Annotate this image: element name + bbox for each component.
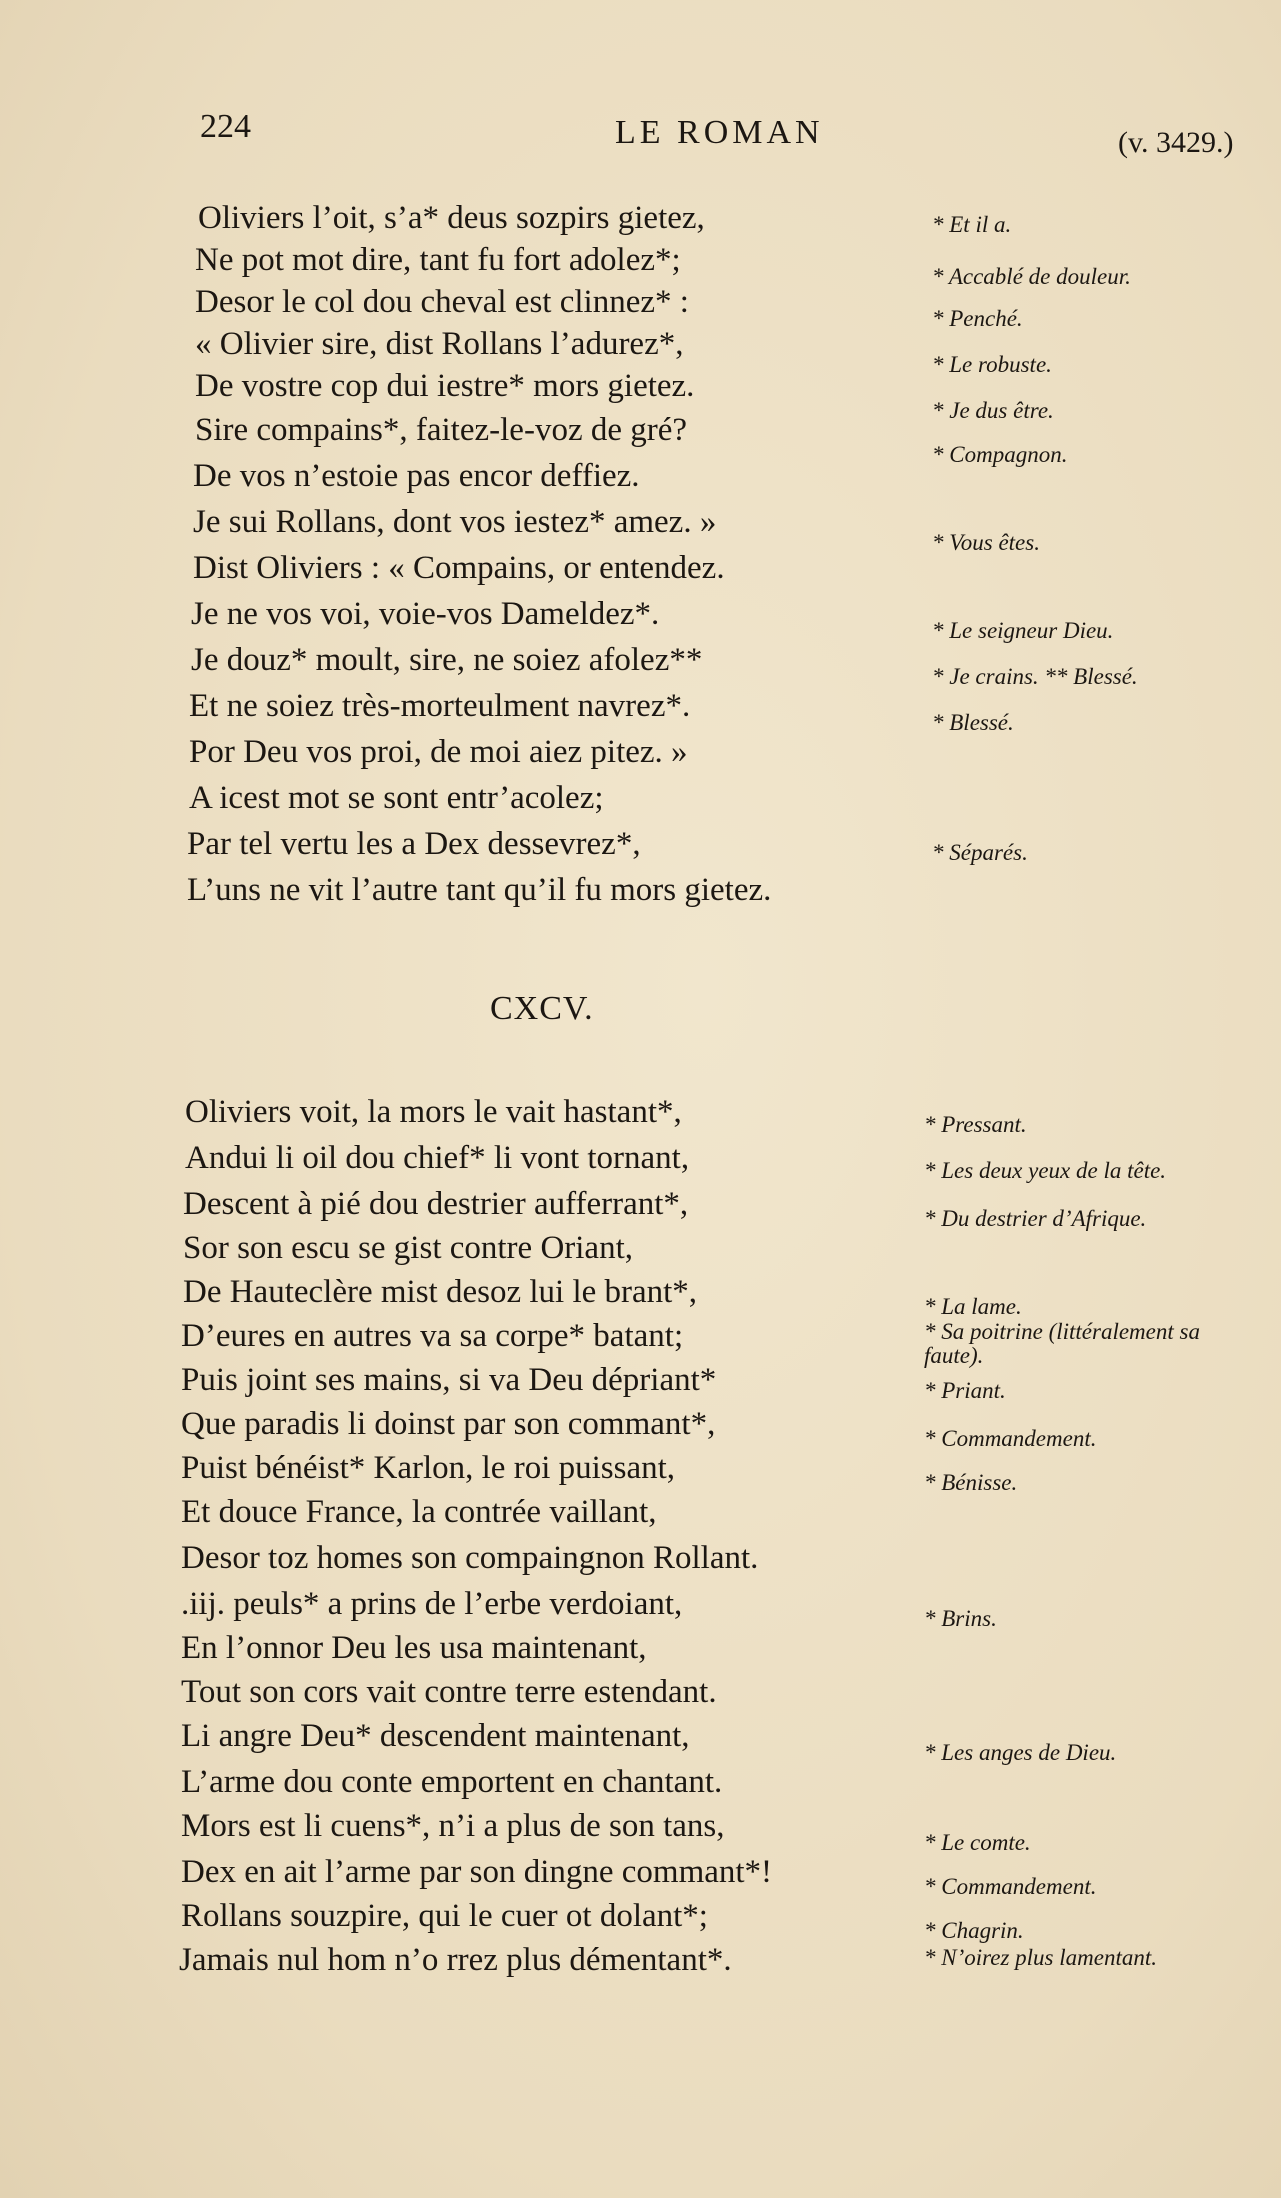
gloss-note: * Commandement. [924,1874,1097,1899]
verse-line: Dist Oliviers : « Compains, or entendez. [193,550,725,586]
gloss-note: * Et il a. [932,212,1012,237]
gloss-note: * N’oirez plus lamentant. [924,1945,1157,1970]
gloss-note: * Priant. [924,1378,1006,1403]
verse-line: De vostre cop dui iestre* mors gietez. [195,368,695,404]
page-number: 224 [200,108,251,145]
gloss-note: * Les anges de Dieu. [924,1740,1117,1765]
verse-line: De vos n’estoie pas encor deffiez. [193,458,640,494]
gloss-note: * Séparés. [932,840,1028,865]
verse-line: Por Deu vos proi, de moi aiez pitez. » [189,734,688,770]
verse-line: Puis joint ses mains, si va Deu dépriant* [181,1362,717,1398]
verse-line: Desor le col dou cheval est clinnez* : [195,284,689,320]
verse-line: A icest mot se sont entr’acolez; [189,780,604,816]
verse-line: En l’onnor Deu les usa maintenant, [181,1630,647,1666]
verse-line: Dex en ait l’arme par son dingne commant*! [181,1854,773,1890]
gloss-note: * Je crains. ** Blessé. [932,664,1138,689]
verse-line: .iij. peuls* a prins de l’erbe verdoiant, [181,1586,683,1622]
gloss-note: * Accablé de douleur. [932,264,1131,289]
verse-line: Par tel vertu les a Dex dessevrez*, [187,826,641,862]
page-header [0,108,1281,168]
verse-line: Oliviers l’oit, s’a* deus sozpirs gietez, [198,200,705,236]
gloss-note: * Les deux yeux de la tête. [924,1158,1167,1183]
gloss-note: * Le seigneur Dieu. [932,618,1114,643]
verse-line: Ne pot mot dire, tant fu fort adolez*; [195,242,681,278]
gloss-note: * Blessé. [932,710,1014,735]
verse-line: Et douce France, la contrée vaillant, [181,1494,657,1530]
verse-line: Oliviers voit, la mors le vait hastant*, [185,1094,682,1130]
verse-line: L’arme dou conte emportent en chantant. [181,1764,723,1800]
verse-line: Tout son cors vait contre terre estendant. [181,1674,717,1710]
verse-line: Jamais nul hom n’o rrez plus démentant*. [179,1942,732,1978]
verse-line: Je ne vos voi, voie-vos Dameldez*. [191,596,660,632]
verse-line: « Olivier sire, dist Rollans l’adurez*, [195,326,684,362]
gloss-note: * Pressant. [924,1112,1027,1137]
verse-line: Desor toz homes son compaingnon Rollant. [181,1540,759,1576]
verse-line: Je douz* moult, sire, ne soiez afolez** [191,642,703,678]
gloss-note: * Compagnon. [932,442,1068,467]
verse-line: Mors est li cuens*, n’i a plus de son tans, [181,1808,725,1844]
gloss-note: * Commandement. [924,1426,1097,1451]
gloss-note: * Sa poitrine (littéralement sa faute). [924,1319,1200,1368]
verse-line: Sire compains*, faitez-le-voz de gré? [195,412,688,448]
gloss-note: * Bénisse. [924,1470,1018,1495]
gloss-note: * Vous êtes. [932,530,1040,555]
verse-line: Puist bénéist* Karlon, le roi puissant, [181,1450,676,1486]
gloss-note: * Chagrin. [924,1918,1024,1943]
gloss-note: * La lame. [924,1294,1022,1319]
gloss-note: * Je dus être. [932,398,1054,423]
verse-line: Que paradis li doinst par son commant*, [181,1406,716,1442]
gloss-note: * Du destrier d’Afrique. [924,1206,1147,1231]
verse-line: De Hauteclère mist desoz lui le brant*, [183,1274,698,1310]
verse-line: L’uns ne vit l’autre tant qu’il fu mors gietez. [187,872,772,908]
gloss-note: * Penché. [932,306,1023,331]
verse-line: Je sui Rollans, dont vos iestez* amez. » [193,504,717,540]
section-heading: CXCV. [490,990,594,1027]
verse-reference: (v. 3429.) [1118,126,1234,159]
verse-line: Rollans souzpire, qui le cuer ot dolant*; [181,1898,708,1934]
verse-line: D’eures en autres va sa corpe* batant; [181,1318,684,1354]
verse-line: Andui li oil dou chief* li vont tornant, [185,1140,690,1176]
verse-line: Descent à pié dou destrier aufferrant*, [183,1186,689,1222]
verse-line: Li angre Deu* descendent maintenant, [181,1718,690,1754]
running-title: LE ROMAN [615,114,824,151]
verse-line: Et ne soiez très-morteulment navrez*. [189,688,691,724]
gloss-note: * Le comte. [924,1830,1031,1855]
gloss-note: * Le robuste. [932,352,1052,377]
verse-line: Sor son escu se gist contre Oriant, [183,1230,633,1266]
gloss-note: * Brins. [924,1606,997,1631]
